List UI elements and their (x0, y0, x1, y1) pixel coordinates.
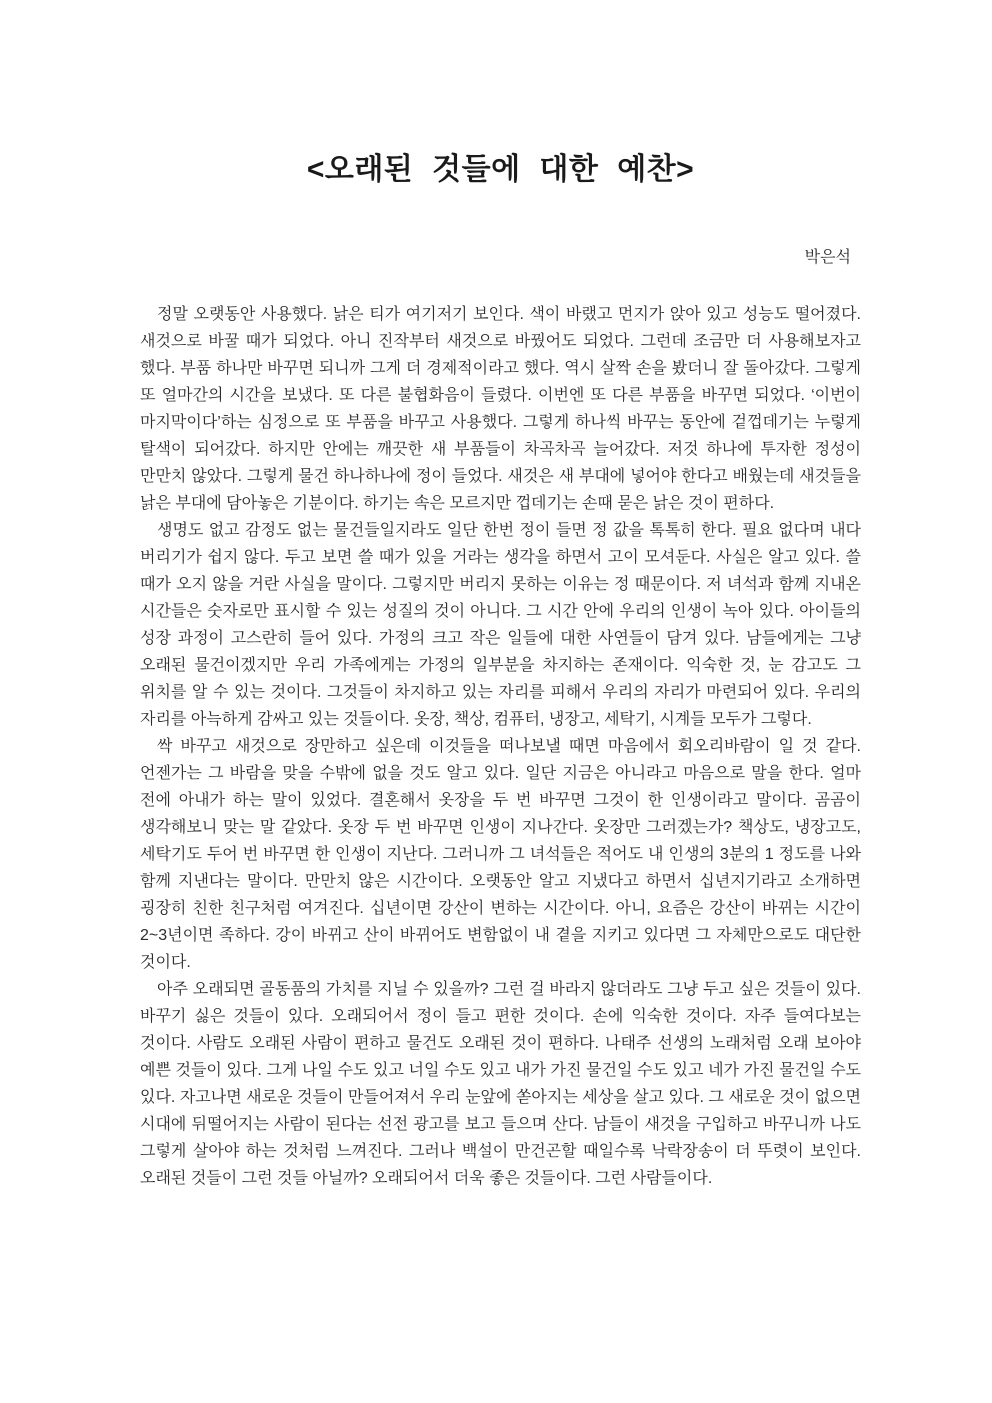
body-paragraph: 싹 바꾸고 새것으로 장만하고 싶은데 이것들을 떠나보낼 때면 마음에서 회오리바람이 일 것 같다. 언젠가는 그 바람을 맞을 수밖에 없을 것도 알고 있다. 일단 지금은 아니라고 마음으로 말을 한다. 얼마 전에 아내가 하는 말이 있었다. 결혼해서 옷장을 두 번 바꾸면 그것이 한 인생이라고 말이다. 곰곰이 생각해보니 맞는 말 같았다. 옷장 두 번 바꾸면 인생이 지나간다. 옷장만 그러겠는가? 책상도, 냉장고도, 세탁기도 두어 번 바꾸면 한 인생이 지난다. 그러니까 그 녀석들은 적어도 내 인생의 3분의 1 정도를 나와 함께 지낸다는 말이다. 만만치 않은 시간이다. 오랫동안 알고 지냈다고 하면서 십년지기라고 소개하면 굉장히 친한 친구처럼 여겨진다. 십년이면 강산이 변하는 시간이다. 아니, 요즘은 강산이 바뀌는 시간이 2~3년이면 족하다. 강이 바뀌고 산이 바뀌어도 변함없이 내 곁을 지키고 있다면 그 자체만으로도 대단한 것이다. (140, 738, 861, 971)
body-paragraph: 아주 오래되면 골동품의 가치를 지닐 수 있을까? 그런 걸 바라지 않더라도 그냥 두고 싶은 것들이 있다. 바꾸기 싫은 것들이 있다. 오래되어서 정이 들고 편한 것이다. 손에 익숙한 것이다. 자주 들여다보는 것이다. 사람도 오래된 사람이 편하고 물건도 오래된 것이 편하다. 나태주 선생의 노래처럼 오래 보아야 예쁜 것들이 있다. 그게 나일 수도 있고 너일 수도 있고 내가 가진 물건일 수도 있고 네가 가진 물건일 수도 있다. 자고나면 새로운 것들이 만들어져서 우리 눈앞에 쏟아지는 세상을 살고 있다. 그 새로운 것이 없으면 시대에 뒤떨어지는 사람이 된다는 선전 광고를 보고 들으며 산다. 남들이 새것을 구입하고 바꾸니까 나도 그렇게 살아야 하는 것처럼 느껴진다. 그러나 백설이 만건곤할 때일수록 낙락장송이 더 뚜렷이 보인다. 오래된 것들이 그런 것들 아닐까? 오래되어서 더욱 좋은 것들이다. 그런 사람들이다. (140, 981, 861, 1187)
document-body (140, 301, 861, 1192)
body-paragraph: 생명도 없고 감정도 없는 물건들일지라도 일단 한번 정이 들면 정 값을 톡톡히 한다. 필요 없다며 내다 버리기가 쉽지 않다. 두고 보면 쓸 때가 있을 거라는 생각을 하면서 고이 모셔둔다. 사실은 알고 있다. 쓸 때가 오지 않을 거란 사실을 말이다. 그렇지만 버리지 못하는 이유는 정 때문이다. 저 녀석과 함께 지내온 시간들은 숫자로만 표시할 수 있는 성질의 것이 아니다. 그 시간 안에 우리의 인생이 녹아 있다. 아이들의 성장 과정이 고스란히 들어 있다. 가정의 크고 작은 일들에 대한 사연들이 담겨 있다. 남들에게는 그냥 오래된 물건이겠지만 우리 가족에게는 가정의 일부분을 차지하는 존재이다. 익숙한 것, 눈 감고도 그 위치를 알 수 있는 것이다. 그것들이 차지하고 있는 자리를 피해서 우리의 자리가 마련되어 있다. 우리의 자리를 아늑하게 감싸고 있는 것들이다. 옷장, 책상, 컴퓨터, 냉장고, 세탁기, 시계들 모두가 그렇다. (140, 522, 861, 728)
document-title: <오래된 것들에 대한 예찬> (306, 153, 695, 186)
author-name: 박은석 (804, 249, 851, 266)
body-paragraph: 정말 오랫동안 사용했다. 낡은 티가 여기저기 보인다. 색이 바랬고 먼지가 앉아 있고 성능도 떨어졌다. 새것으로 바꿀 때가 되었다. 아니 진작부터 새것으로 바꿨어도 되었다. 그런데 조금만 더 사용해보자고 했다. 부품 하나만 바꾸면 되니까 그게 더 경제적이라고 했다. 역시 살짝 손을 봤더니 잘 돌아갔다. 그렇게 또 얼마간의 시간을 보냈다. 또 다른 불협화음이 들렸다. 이번엔 또 다른 부품을 바꾸면 되었다. ‘이번이 마지막이다’하는 심정으로 또 부품을 바꾸고 사용했다. 그렇게 하나씩 바꾸는 동안에 겉껍데기는 누렇게 탈색이 되어갔다. 하지만 안에는 깨끗한 새 부품들이 차곡차곡 늘어갔다. 저것 하나에 투자한 정성이 만만치 않았다. 그렇게 물건 하나하나에 정이 들었다. 새것은 새 부대에 넣어야 한다고 배웠는데 새것들을 낡은 부대에 담아놓은 기분이다. 하기는 속은 모르지만 껍데기는 손때 묻은 낡은 것이 편하다. (140, 306, 861, 512)
